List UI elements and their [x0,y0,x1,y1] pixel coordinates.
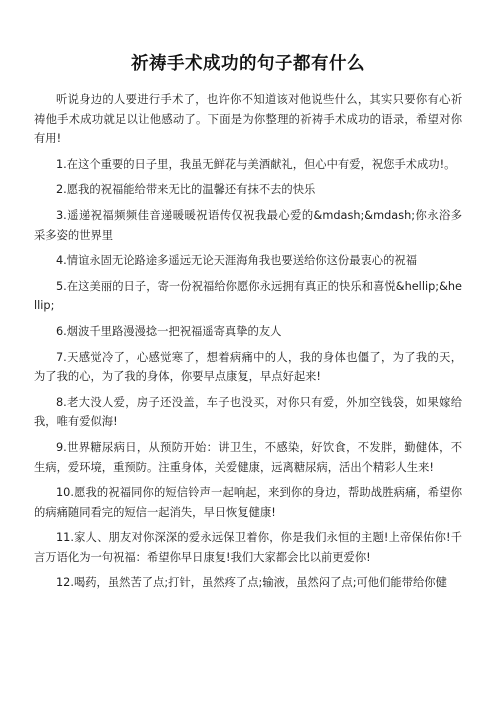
list-item: 7.天感觉冷了，心感觉寒了，想着病痛中的人，我的身体也僵了，为了我的天，为了我的心，为了我的身体，你要早点康复，早点好起来! [34,350,462,384]
intro-paragraph: 听说身边的人要进行手术了，也许你不知道该对他说些什么，其实只要你有心祈祷他手术成功就足以让他感动了。下面是为你整理的祈祷手术成功的语录，希望对你有用! [34,93,462,146]
list-item: 6.烟波千里路漫漫捻一把祝福遥寄真挚的友人 [56,324,282,338]
list-item: 5.在这美丽的日子，寄一份祝福给你愿你永远拥有真正的快乐和喜悦&hellip;&hellip; [34,279,462,313]
document-title: 祈祷手术成功的句子都有什么 [131,54,365,74]
list-item: 3.遥递祝福频频佳音递暖暖祝语传仅祝我最心爱的&mdash;&mdash;你永浴多采多姿的世界里 [34,208,462,242]
list-item: 4.情谊永固无论路途多遥远无论天涯海角我也要送给你这份最衷心的祝福 [56,254,417,268]
list-item: 11.家人、朋友对你深深的爱永远保卫着你，你是我们永恒的主题!上帝保佑你!千言万语化为一句祝福：希望你早日康复!我们大家都会比以前更爱你! [34,531,462,564]
list-item: 10.愿我的祝福同你的短信铃声一起响起，来到你的身边，帮助战胜病痛，希望你的病痛随同看完的短信一起消失，早日恢复健康! [34,486,462,519]
list-item: 12.喝药，虽然苦了点;打针，虽然疼了点;输液，虽然闷了点;可他们能带给你健 [56,576,447,590]
list-item: 9.世界糖尿病日，从预防开始：讲卫生，不感染，好饮食，不发胖，勤健体，不生病，爱环境，重预防。注重身体，关爱健康，远离糖尿病，活出个精彩人生来! [34,440,462,474]
list-item: 2.愿我的祝福能给带来无比的温馨还有抹不去的快乐 [56,183,316,197]
blessing-list [34,155,462,593]
list-item: 8.老大没人爱，房子还没盖，车子也没买，对你只有爱，外加空钱袋，如果嫁给我，唯有爱似海! [34,395,462,429]
list-item: 1.在这个重要的日子里，我虽无鲜花与美酒献礼，但心中有爱，祝您手术成功!。 [56,157,456,171]
